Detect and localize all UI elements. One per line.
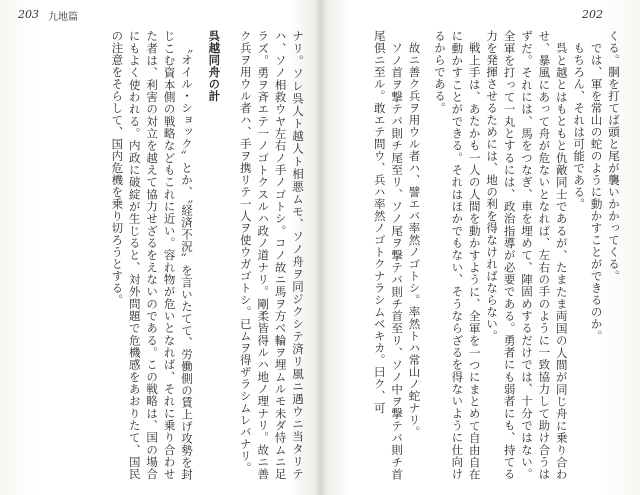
- kanbun-line: 故ニ善ク兵ヲ用ウル者ハ、譬エバ率然ノゴトシ。率然トハ常山ノ蛇ナリ。: [407, 41, 422, 438]
- paragraph: もちろん、それは可能である。: [572, 41, 587, 210]
- kanbun-line: ナリ。ソレ呉人ト越人ト相悪ムモ、ソノ舟ヲ同ジクシテ済リ風ニ遇ウニ当タリテハ、ソノ相救ウヤ左右ノ手ノゴトシ。コノ故ニ馬ヲ方ベ輪ヲ埋ムルモ未ダ恃ムニ足ラズ。勇ヲ斉エテ一ノゴトクスルハ政ノ道ナリ。剛柔皆得ルハ地ノ理ナリ。故ニ善ク兵ヲ用ウル者ハ、手ヲ携リテ一人ヲ使ウガゴトシ。已ムヲ得ザラシムレバナリ。: [238, 30, 305, 480]
- paragraph: では、軍を常山の蛇のように動かすことができるのか。: [589, 41, 604, 342]
- book-gutter: [314, 0, 328, 495]
- paragraph: 〝オイル・ショック〟とか、〝経済不況〟を言いたてて、労働側の賃上げ攻勢を封じこむ資本側の戦略などもこれに近い。容れ物が危いとなれば、それに乗り合わせた者は、利害の対立を越えて協力せざるをえないのである。この戦略は、国の場合にもよく使われる。内政に破綻が生じると、対外問題で危機感をあおりたて、国民の注意をそらして、国内危機を乗り切ろうとする。: [110, 30, 194, 480]
- right-page: [338, 30, 622, 480]
- right-page-number: 202: [582, 8, 603, 21]
- left-page-text: [20, 30, 306, 480]
- kanbun-line: ソノ首ヲ撃テバ則チ尾至リ、ソノ尾ヲ撃テバ則チ首至リ、ソノ中ヲ撃テバ則チ首尾倶ニ至ル。敢エテ問ウ、兵ハ率然ノゴトクナラシムベキカ。曰ク、可: [372, 30, 405, 480]
- paragraph: くる。胴を打てば頭と尾が襲いかかってくる。: [607, 30, 621, 282]
- section-heading: 呉越同舟の計: [207, 30, 222, 102]
- paragraph: 戦上手は、あたかも一人の人間を動かすように、全軍を一つにまとめて自由自在に動かすことができる。それはほかでもない、そうならざるを得ないように仕向けるからである。: [432, 30, 482, 480]
- left-running-title: 九地篇: [48, 12, 78, 23]
- left-page: [20, 30, 306, 480]
- right-page-text: [338, 30, 622, 480]
- paragraph: 呉と越とはもともと仇敵同士であるが、たまたま両国の人間が同じ舟に乗り合わせ、暴風にあって舟が危ないとなれば、左右の手のように一致協力して助け合うはずだ。それには、馬をつなぎ、車を埋めて、陣固めするだけでは、十分ではない。全軍を打って一丸とするには、政治指導が必要である。勇者にも弱者にも、持てる力を発揮させるためには、地の利を得なければならない。: [485, 30, 569, 480]
- left-page-number: 203: [18, 8, 39, 21]
